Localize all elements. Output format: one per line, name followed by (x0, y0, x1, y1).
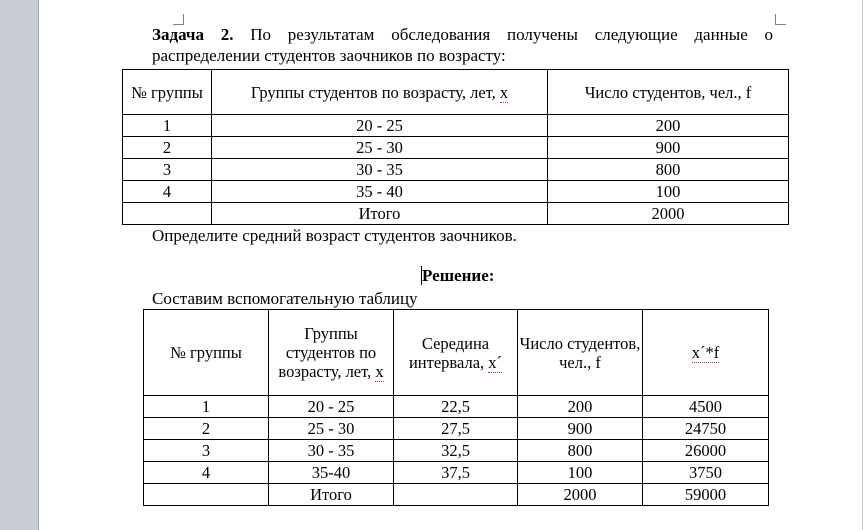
table-row (144, 462, 769, 484)
header-student-count: Число студентов, чел., f (518, 310, 643, 396)
task-paragraph[interactable] (152, 24, 773, 66)
table-total-row (123, 203, 789, 225)
spell-underlined-x: x (499, 82, 509, 102)
header-age-groups: Группы студентов по возрасту, лет, x (212, 70, 548, 115)
cell: 1 (144, 396, 269, 418)
cell: 32,5 (394, 440, 518, 462)
spell-underlined-x-prime: х´ (488, 352, 503, 372)
cell (394, 484, 518, 506)
cell: 30 - 35 (212, 159, 548, 181)
table-header-row (144, 310, 769, 396)
cell: 4 (123, 181, 212, 203)
cell: 900 (548, 137, 789, 159)
cell (144, 484, 269, 506)
header-interval-midpoint: Середина интервала, х´ (394, 310, 518, 396)
header-group-number: № группы (123, 70, 212, 115)
header-product: х´*f (643, 310, 769, 396)
cell: 2000 (548, 203, 789, 225)
distribution-table[interactable] (122, 69, 789, 225)
cell: 35-40 (269, 462, 394, 484)
cell: 200 (548, 115, 789, 137)
header-student-count: Число студентов, чел., f (548, 70, 789, 115)
table-row (123, 159, 789, 181)
cell: 4500 (643, 396, 769, 418)
cell (123, 203, 212, 225)
cell: 35 - 40 (212, 181, 548, 203)
table-row (123, 137, 789, 159)
cell: 30 - 35 (269, 440, 394, 462)
cell: 800 (548, 159, 789, 181)
task-text: По результатам обследования получены следующие данные о распределении студентов заочников по возрасту: (152, 25, 774, 65)
cell: 4 (144, 462, 269, 484)
aux-table-intro[interactable]: Составим вспомогательную таблицу (152, 289, 418, 308)
cell: 59000 (643, 484, 769, 506)
cell: Итого (212, 203, 548, 225)
cell: 2 (144, 418, 269, 440)
solution-heading[interactable]: Решение: (422, 266, 495, 285)
header-age-groups: Группы студентов по возрасту, лет, х (269, 310, 394, 396)
table-row (123, 181, 789, 203)
cell: 22,5 (394, 396, 518, 418)
cell: 2 (123, 137, 212, 159)
cell: Итого (269, 484, 394, 506)
cell: 25 - 30 (212, 137, 548, 159)
cell: 100 (548, 181, 789, 203)
cell: 25 - 30 (269, 418, 394, 440)
table-total-row (144, 484, 769, 506)
table-header-row (123, 70, 789, 115)
cell: 100 (518, 462, 643, 484)
cell: 800 (518, 440, 643, 462)
cell: 200 (518, 396, 643, 418)
cell: 26000 (643, 440, 769, 462)
table-row (144, 418, 769, 440)
table-row (123, 115, 789, 137)
table-row (144, 440, 769, 462)
cell: 37,5 (394, 462, 518, 484)
document-page (38, 0, 862, 530)
cell: 900 (518, 418, 643, 440)
cell: 20 - 25 (269, 396, 394, 418)
question-text[interactable]: Определите средний возраст студентов заочников. (152, 226, 517, 245)
cell: 3 (144, 440, 269, 462)
table-row (144, 396, 769, 418)
spell-underlined-x: х (375, 362, 384, 381)
cell: 2000 (518, 484, 643, 506)
cell: 27,5 (394, 418, 518, 440)
crop-mark-top-right (775, 14, 786, 25)
header-group-number: № группы (144, 310, 269, 396)
cell: 20 - 25 (212, 115, 548, 137)
cell: 3 (123, 159, 212, 181)
task-label: Задача 2. (152, 25, 234, 44)
cell: 24750 (643, 418, 769, 440)
auxiliary-table[interactable] (143, 309, 769, 506)
cell: 3750 (643, 462, 769, 484)
cell: 1 (123, 115, 212, 137)
